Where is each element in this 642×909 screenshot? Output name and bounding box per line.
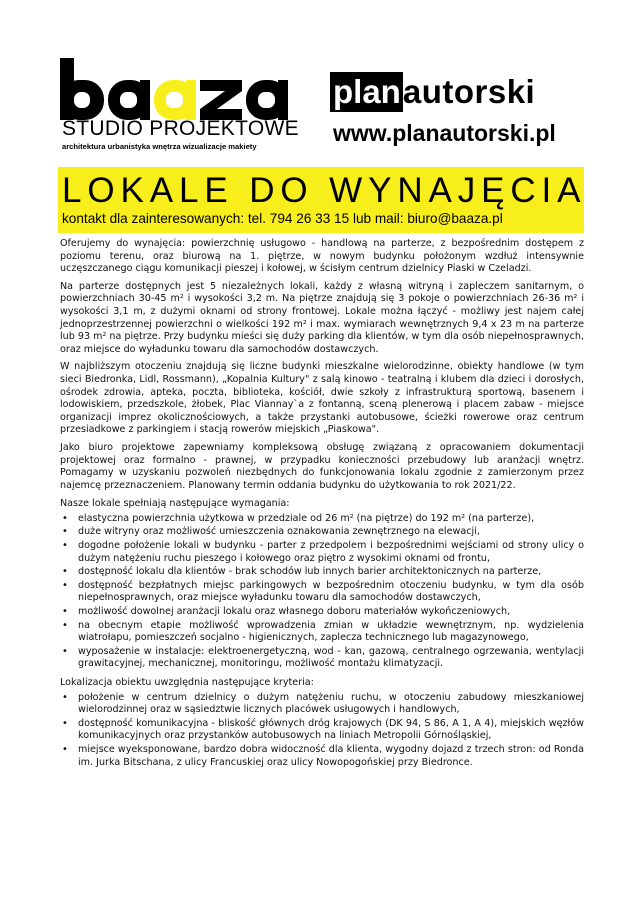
list-item: • wyposażenie w instalacje: elektroenergetyczną, wod - kan, gazową, centralnego ogrzewania, wentylacji grawitacyjnej, mechanicznej, monitoringu, możliwość montażu klimatyzacji. xyxy=(60,646,584,671)
list-item: • na obecnym etapie możliwość wprowadzenia zmian w układzie wewnętrznym, np. wydzielenia wiatrołapu, pomieszczeń socjalno - higienicznych, zaplecza technicznego lub magazynowego, xyxy=(60,620,584,645)
list-item: • dostępność komunikacyjna - bliskość głównych dróg krajowych (DK 94, S 86, A 1, A 4), miejskich węzłów komunikacyjnych oraz przystanków autobusowych na liniach Metropolii Górnośląskiej, xyxy=(60,718,584,743)
list-item: • dostępność bezpłatnych miejsc parkingowych w bezpośrednim otoczeniu budynku, w tym dla osób niepełnosprawnych, oraz miejsce wyładunku towaru dla samochodów dostawczych, xyxy=(60,580,584,605)
list-item: • dogodne położenie lokali w budynku - parter z przedpolem i bezpośrednimi wejściami od strony ulicy o dużym natężeniu ruchu pieszego i kołowego oraz piętro z wysokimi oknami od frontu, xyxy=(60,540,584,565)
title-band xyxy=(58,167,587,233)
list-item: • położenie w centrum dzielnicy o dużym natężeniu ruchu, w otoczeniu zabudowy mieszkaniowej wielorodzinnej oraz w sąsiedztwie licznych placówek usługowych i handlowych, xyxy=(60,692,584,717)
planautorski-url[interactable]: www.planautorski.pl xyxy=(333,120,556,146)
paragraph-surroundings: W najbliższym otoczeniu znajdują się liczne budynki mieszkalne wielorodzinne, obiekty handlowe (w tym sieci Biedronka, Lidl, Rossmann), „Kopalnia Kultury" z salą kinowo - teatralną i klubem dla dzieci i dorosłych, ośrodek zdrowia, apteka, poczta, biblioteka, kościół, dwie szkoły z infrastrukturą sportową, basenem i lodowiskiem, przedszkole, żłobek, Plac Viannay`a z fontanną, sceną plenerową i placem zabaw - miejsce organizacji imprez okolicznościowych, a także przystanki autobusowe, ścieżki rowerowe oraz centrum przesiadkowe z parkingiem i stacją rowerów miejskich „Piaskowa". xyxy=(60,361,584,436)
plan-logo-black: plan xyxy=(330,72,403,112)
baaza-subtitle: STUDIO PROJEKTOWE xyxy=(62,117,299,140)
body-content xyxy=(60,238,584,774)
requirements-lead: Nasze lokale spełniają następujące wymagania: xyxy=(60,498,290,510)
baaza-logo xyxy=(60,58,299,154)
baaza-wordmark xyxy=(60,58,290,120)
baaza-tagline: architektura urbanistyka wnętrza wizualizacje makiety xyxy=(62,142,257,151)
list-item: • dostępność lokalu dla klientów - brak schodów lub innych barier architektonicznych na parterze, xyxy=(60,566,584,579)
location-lead: Lokalizacja obiektu uwzględnia następujące kryteria: xyxy=(60,677,314,688)
requirements-list xyxy=(60,513,584,671)
list-item: • duże witryny oraz możliwość umieszczenia oznakowania zewnętrznego na elewacji, xyxy=(60,526,584,539)
page-title: LOKALE DO WYNAJĘCIA xyxy=(62,171,587,210)
list-item: • miejsce wyeksponowane, bardzo dobra widoczność dla klienta, wygodny dojazd z trzech stron: od Ronda im. Jurka Bitschana, z ulicy Francuskiej oraz ulicy Nowopogońskiej przy Biedronce. xyxy=(60,744,584,769)
contact-line: kontakt dla zainteresowanych: tel. 794 26 33 15 lub mail: biuro@baaza.pl xyxy=(62,211,503,226)
location-list xyxy=(60,692,584,770)
plan-logo-rest: autorski xyxy=(402,73,536,110)
paragraph-services: Jako biuro projektowe zapewniamy kompleksową obsługę związaną z opracowaniem dokumentacji projektowej oraz formalno - prawnej, w przypadku konieczności przebudowy lub aranżacji wnętrz. Pomagamy w uzyskaniu pozwoleń niezbędnych do funkcjonowania lokalu zgodnie z zamierzonym przez najemcę przeznaczeniem. Planowany termin oddania budynku do użytkowania to rok 2021/22. xyxy=(60,441,584,491)
planautorski-logo xyxy=(330,72,535,112)
paragraph-offer: Oferujemy do wynajęcia: powierzchnię usługowo - handlową na parterze, z bezpośrednim dostępem z poziomu terenu, oraz biurową na 1. piętrze, w nowym budynku położonym wzdłuż intensywnie uczęszczanego ciągu komunikacji pieszej i kołowej, w ścisłym centrum dzielnicy Piaski w Czeladzi. xyxy=(60,238,584,275)
list-item: • elastyczna powierzchnia użytkowa w przedziale od 26 m² (na piętrze) do 192 m² (na parterze), xyxy=(60,513,584,526)
paragraph-units: Na parterze dostępnych jest 5 niezależnych lokali, każdy z własną witryną i zapleczem sanitarnym, o powierzchniach 30-45 m² i wysokości 3,2 m. Na piętrze znajdują się 3 pokoje o powierzchniach 26-36 m² i wysokości 3,1 m, z dużymi oknami od strony frontowej. Lokale można łączyć - możliwy jest najem całej jednoprzestrzennej powierzchni o wielkości 192 m² i max. wymiarach wewnętrznych 9,4 x 23 m na parterze lub 93 m² na piętrze. Przy budynku mieści się duży parking dla klientów, w tym dla osób niepełnosprawnych, oraz miejsce do wyładunku towaru dla samochodów dostawczych. xyxy=(60,280,584,355)
list-item: • możliwość dowolnej aranżacji lokalu oraz własnego doboru materiałów wykończeniowych, xyxy=(60,606,584,619)
